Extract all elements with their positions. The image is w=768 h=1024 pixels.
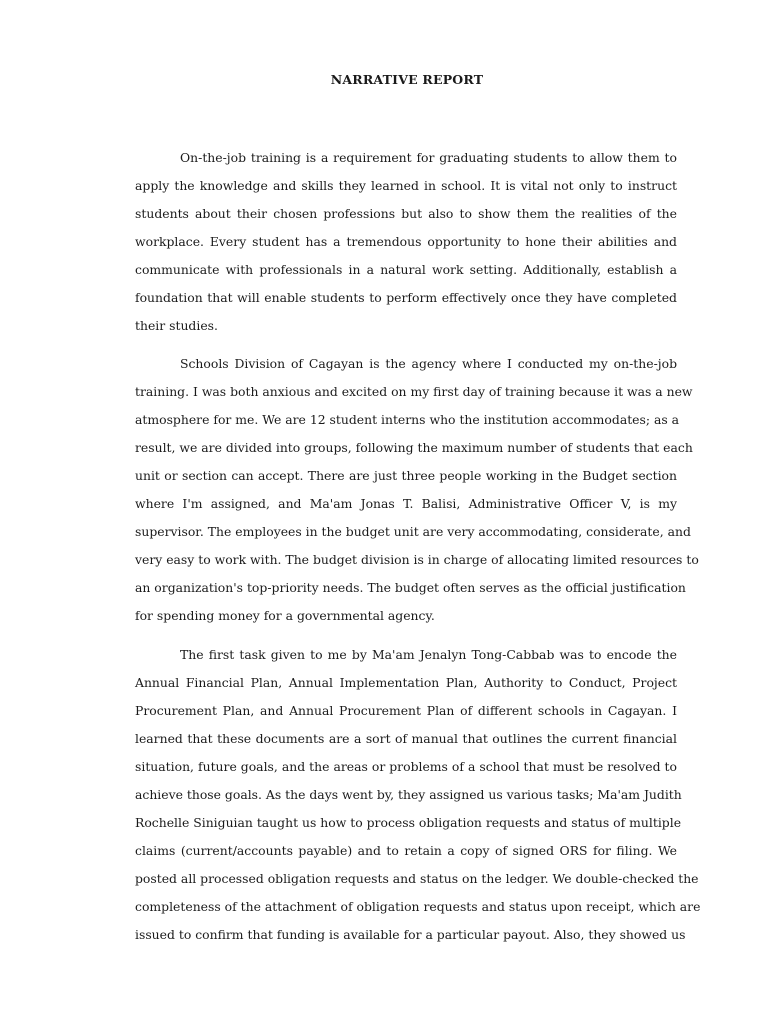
paragraph-line: an organization's top-priority needs. The budget often serves as the official justification (135, 580, 686, 595)
paragraph-line: students about their chosen professions but also to show them the realities of the (135, 206, 677, 221)
paragraph-line: workplace. Every student has a tremendous opportunity to hone their abilities and (135, 234, 677, 249)
paragraph-line: Rochelle Siniguian taught us how to process obligation requests and status of multiple (135, 815, 682, 830)
paragraph-line: very easy to work with. The budget division is in charge of allocating limited resources to (135, 552, 699, 567)
document-title: NARRATIVE REPORT (330, 72, 484, 87)
paragraph-line: Procurement Plan, and Annual Procurement Plan of different schools in Cagayan. I (135, 703, 677, 718)
paragraph-line: The first task given to me by Ma'am Jenalyn Tong-Cabbab was to encode the (180, 647, 677, 662)
paragraph-line: communicate with professionals in a natural work setting. Additionally, establish a (135, 262, 677, 277)
paragraph-line: claims (current/accounts payable) and to retain a copy of signed ORS for filing. We (135, 843, 677, 858)
paragraph-line: completeness of the attachment of obligation requests and status upon receipt, which are (135, 899, 701, 914)
paragraph-line: issued to confirm that funding is available for a particular payout. Also, they showed us (135, 927, 686, 942)
paragraph-line: situation, future goals, and the areas or problems of a school that must be resolved to (135, 759, 677, 774)
paragraph-line: learned that these documents are a sort of manual that outlines the current financial (135, 731, 677, 746)
paragraph-line: where I'm assigned, and Ma'am Jonas T. Balisi, Administrative Officer V, is my (135, 496, 677, 511)
paragraph-line: supervisor. The employees in the budget unit are very accommodating, considerate, and (135, 524, 691, 539)
paragraph-line: On-the-job training is a requirement for graduating students to allow them to (180, 150, 677, 165)
paragraph-line: achieve those goals. As the days went by, they assigned us various tasks; Ma'am Judith (135, 787, 682, 802)
paragraph-line: for spending money for a governmental agency. (135, 608, 435, 623)
paragraph-line: result, we are divided into groups, following the maximum number of students that each (135, 440, 693, 455)
paragraph-line: foundation that will enable students to perform effectively once they have completed (135, 290, 677, 305)
paragraph-line: apply the knowledge and skills they learned in school. It is vital not only to instruct (135, 178, 677, 193)
paragraph-line: their studies. (135, 318, 218, 333)
paragraph-line: unit or section can accept. There are just three people working in the Budget section (135, 468, 677, 483)
paragraph-line: posted all processed obligation requests and status on the ledger. We double-checked the (135, 871, 699, 886)
paragraph-line: atmosphere for me. We are 12 student interns who the institution accommodates; as a (135, 412, 680, 427)
paragraph-line: Schools Division of Cagayan is the agency where I conducted my on-the-job (180, 356, 677, 371)
paragraph-line: training. I was both anxious and excited on my first day of training because it was a new (135, 384, 693, 399)
paragraph-line: Annual Financial Plan, Annual Implementation Plan, Authority to Conduct, Project (135, 675, 677, 690)
